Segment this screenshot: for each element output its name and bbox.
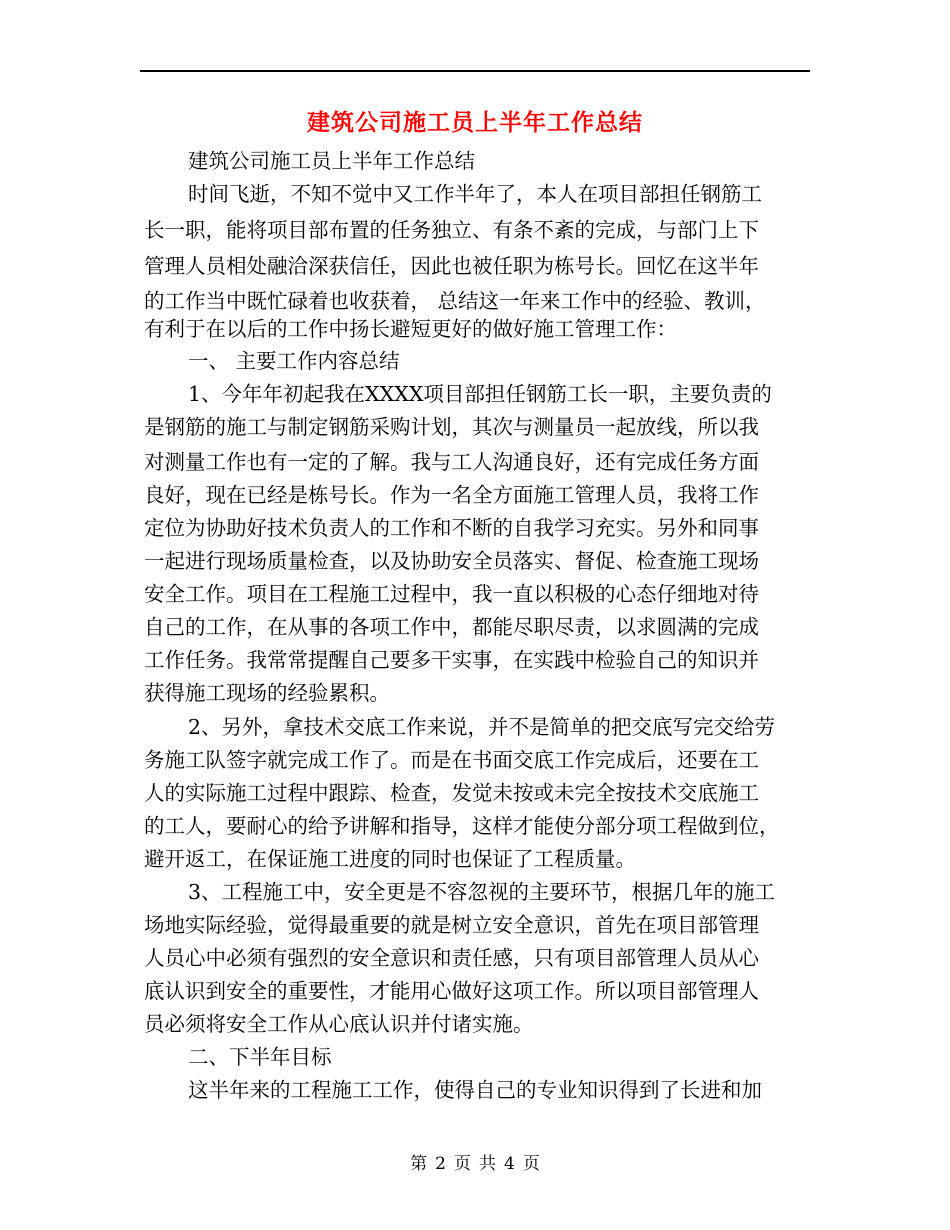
body-line: 的工作当中既忙碌着也收获着， 总结这一年来工作中的经验、教训， xyxy=(144,289,766,313)
body-line: 2、另外，拿技术交底工作来说，并不是简单的把交底写完交给劳 xyxy=(188,715,776,739)
body-line: 的工人，要耐心的给予讲解和指导，这样才能使分部分项工程做到位， xyxy=(144,814,780,838)
body-line: 建筑公司施工员上半年工作总结 xyxy=(188,149,475,173)
body-line: 1、今年年初起我在XXXX项目部担任钢筋工长一职，主要负责的 xyxy=(188,382,772,406)
body-line: 时间飞逝，不知不觉中又工作半年了，本人在项目部担任钢筋工 xyxy=(188,182,762,206)
body-line: 3、工程施工中，安全更是不容忽视的主要环节，根据几年的施工 xyxy=(188,880,776,904)
footer-label-total: 共 xyxy=(479,1154,496,1174)
body-line: 管理人员相处融洽深获信任，因此也被任职为栋号长。回忆在这半年 xyxy=(144,254,759,278)
page-footer xyxy=(140,1152,810,1176)
document-title: 建筑公司施工员上半年工作总结 xyxy=(307,109,643,136)
body-line: 务施工队签字就完成工作了。而是在书面交底工作完成后，还要在工 xyxy=(144,748,759,772)
body-line: 人员心中必须有强烈的安全意识和责任感，只有项目部管理人员从心 xyxy=(144,946,759,970)
body-line: 员必须将安全工作从心底认识并付诸实施。 xyxy=(144,1012,534,1036)
body-line: 底认识到安全的重要性，才能用心做好这项工作。所以项目部管理人 xyxy=(144,979,759,1003)
section-heading: 一、 主要工作内容总结 xyxy=(188,349,400,373)
footer-label-total-unit: 页 xyxy=(522,1154,540,1174)
footer-current-page: 2 xyxy=(435,1154,446,1174)
body-line: 工作任务。我常常提醒自己要多干实事，在实践中检验自己的知识并 xyxy=(144,648,759,672)
footer-label-page: 第 xyxy=(410,1154,428,1174)
body-line: 有利于在以后的工作中扬长避短更好的做好施工管理工作： xyxy=(144,317,677,341)
body-line: 场地实际经验，觉得最重要的就是树立安全意识，首先在项目部管理 xyxy=(144,913,759,937)
body-line: 定位为协助好技术负责人的工作和不断的自我学习充实。另外和同事 xyxy=(144,516,759,540)
body-line: 获得施工现场的经验累积。 xyxy=(144,681,390,705)
body-line: 对测量工作也有一定的了解。我与工人沟通良好，还有完成任务方面 xyxy=(144,450,759,474)
body-line: 避开返工，在保证施工进度的同时也保证了工程质量。 xyxy=(144,847,636,871)
body-line: 自己的工作，在从事的各项工作中，都能尽职尽责，以求圆满的完成 xyxy=(144,615,759,639)
body-line: 长一职，能将项目部布置的任务独立、有条不紊的完成，与部门上下 xyxy=(144,218,759,242)
body-line: 良好，现在已经是栋号长。作为一名全方面施工管理人员，我将工作 xyxy=(144,483,759,507)
body-line: 是钢筋的施工与制定钢筋采购计划，其次与测量员一起放线，所以我 xyxy=(144,415,759,439)
body-line: 一起进行现场质量检查，以及协助安全员落实、督促、检查施工现场 xyxy=(144,549,759,573)
footer-total-pages: 4 xyxy=(504,1154,515,1174)
body-line: 人的实际施工过程中跟踪、检查，发觉未按或未完全按技术交底施工 xyxy=(144,781,759,805)
body-line: 这半年来的工程施工工作，使得自己的专业知识得到了长进和加 xyxy=(188,1078,762,1102)
footer-label-page-unit: 页 xyxy=(454,1154,471,1174)
body-line: 安全工作。项目在工程施工过程中，我一直以积极的心态仔细地对待 xyxy=(144,582,759,606)
section-heading: 二、下半年目标 xyxy=(188,1045,332,1069)
